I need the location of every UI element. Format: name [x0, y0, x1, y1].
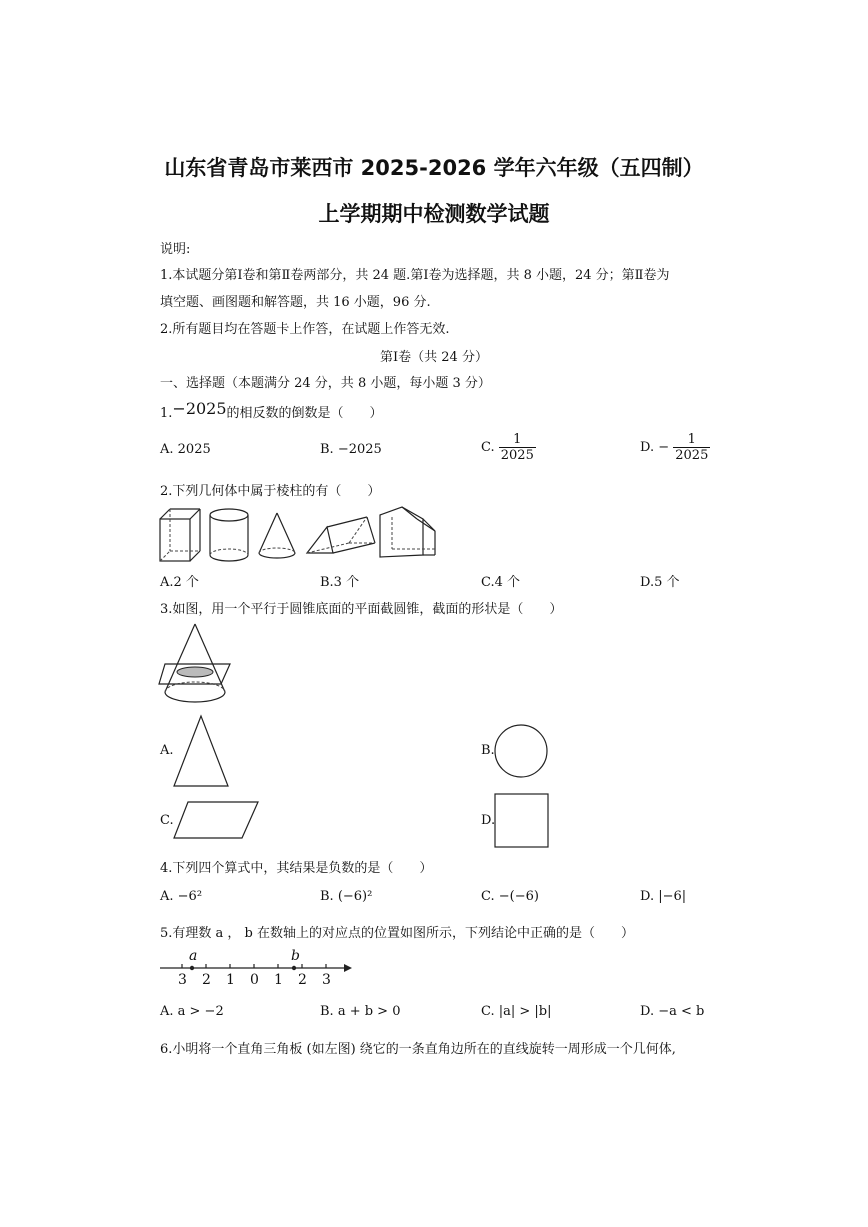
q3-option-a-triangle — [172, 714, 230, 788]
q5-tick-1: 3 — [178, 972, 187, 988]
q5-tick-3: 1 — [226, 972, 235, 988]
q2-option-d[interactable]: D.5 个 — [640, 575, 680, 590]
q4-option-c[interactable]: C. −(−6) — [481, 889, 539, 904]
q1-stem — [160, 399, 383, 421]
note1-line2: 填空题、画图题和解答题，共 16 小题，96 分. — [160, 295, 431, 310]
q5-tick-7: 3 — [322, 972, 331, 988]
q3-stem: 3.如图，用一个平行于圆锥底面的平面截圆锥，截面的形状是（ ） — [160, 602, 563, 617]
q3-option-c[interactable]: C. — [160, 813, 174, 828]
exam-title-line2: 上学期期中检测数学试题 — [318, 202, 550, 226]
q1-option-c-fraction: $\frac{1}{2025}$ — [500, 432, 534, 463]
q4-option-d[interactable]: D. |−6| — [640, 889, 687, 904]
q1-number: −2025 — [172, 399, 227, 418]
q1-option-d-fraction: $\frac{1}{2025}$ — [675, 432, 709, 463]
note1-line1: 1.本试题分第Ⅰ卷和第Ⅱ卷两部分，共 24 题.第Ⅰ卷为选择题，共 8 小题，24 分；第Ⅱ卷为 — [160, 268, 670, 283]
q1-option-a[interactable]: A. 2025 — [160, 442, 211, 457]
exam-title-line1: 山东省青岛市莱西市 2025-2026 学年六年级（五四制） — [164, 156, 704, 180]
q6-stem: 6.小明将一个直角三角板 (如左图) 绕它的一条直角边所在的直线旋转一周形成一个几何体, — [160, 1042, 676, 1057]
cylinder-shape — [210, 509, 248, 561]
q4-option-a[interactable]: A. −6² — [160, 889, 203, 904]
point-b-dot — [292, 966, 296, 970]
q5-label-b: b — [291, 948, 300, 964]
section1-heading: 一、选择题（本题满分 24 分，共 8 小题，每小题 3 分） — [160, 376, 491, 391]
q4-stem: 4.下列四个算式中，其结果是负数的是（ ） — [160, 861, 433, 876]
q1-option-d-label: D. − — [640, 440, 670, 455]
q2-stem: 2.下列几何体中属于棱柱的有（ ） — [160, 484, 381, 499]
q1-option-c[interactable] — [481, 432, 536, 463]
q4-option-b[interactable]: B. (−6)² — [320, 889, 373, 904]
pentagonal-prism-shape — [380, 507, 435, 557]
q2-solids-figure — [155, 505, 445, 565]
q3-option-a[interactable]: A. — [160, 743, 174, 758]
q1-text: 的相反数的倒数是（ ） — [226, 406, 383, 421]
q5-option-a[interactable]: A. a > −2 — [160, 1004, 224, 1019]
notes-heading: 说明: — [160, 242, 191, 257]
q3-option-b-circle — [493, 723, 549, 779]
q1-option-d[interactable] — [640, 432, 710, 463]
point-a-dot — [190, 966, 194, 970]
q3-option-d[interactable]: D. — [481, 813, 496, 828]
q3-cone-section-figure — [155, 622, 235, 710]
q1-option-b[interactable]: B. −2025 — [320, 442, 382, 457]
q5-option-b[interactable]: B. a + b > 0 — [320, 1004, 401, 1019]
q3-option-c-parallelogram — [172, 800, 260, 840]
triangular-prism-shape — [307, 517, 375, 553]
prism-shape-1 — [160, 509, 200, 561]
q5-stem: 5.有理数 a ， b 在数轴上的对应点的位置如图所示，下列结论中正确的是（ ） — [160, 926, 635, 941]
q2-option-a[interactable]: A.2 个 — [160, 575, 199, 590]
part1-heading: 第Ⅰ卷（共 24 分） — [380, 350, 488, 365]
q5-tick-6: 2 — [298, 972, 307, 988]
q2-option-b[interactable]: B.3 个 — [320, 575, 360, 590]
q5-option-d[interactable]: D. −a < b — [640, 1004, 705, 1019]
note2: 2.所有题目均在答题卡上作答，在试题上作答无效. — [160, 322, 450, 337]
q1-option-c-label: C. — [481, 440, 495, 455]
q5-tick-4: 0 — [250, 972, 259, 988]
q5-label-a: a — [189, 948, 198, 964]
q3-option-d-square — [494, 793, 550, 849]
q5-tick-5: 1 — [274, 972, 283, 988]
q5-tick-2: 2 — [202, 972, 211, 988]
q3-option-b[interactable]: B. — [481, 743, 495, 758]
cone-shape — [259, 513, 295, 558]
q1-prefix: 1. — [160, 406, 173, 421]
q5-option-c[interactable]: C. |a| > |b| — [481, 1004, 552, 1019]
q2-option-c[interactable]: C.4 个 — [481, 575, 521, 590]
